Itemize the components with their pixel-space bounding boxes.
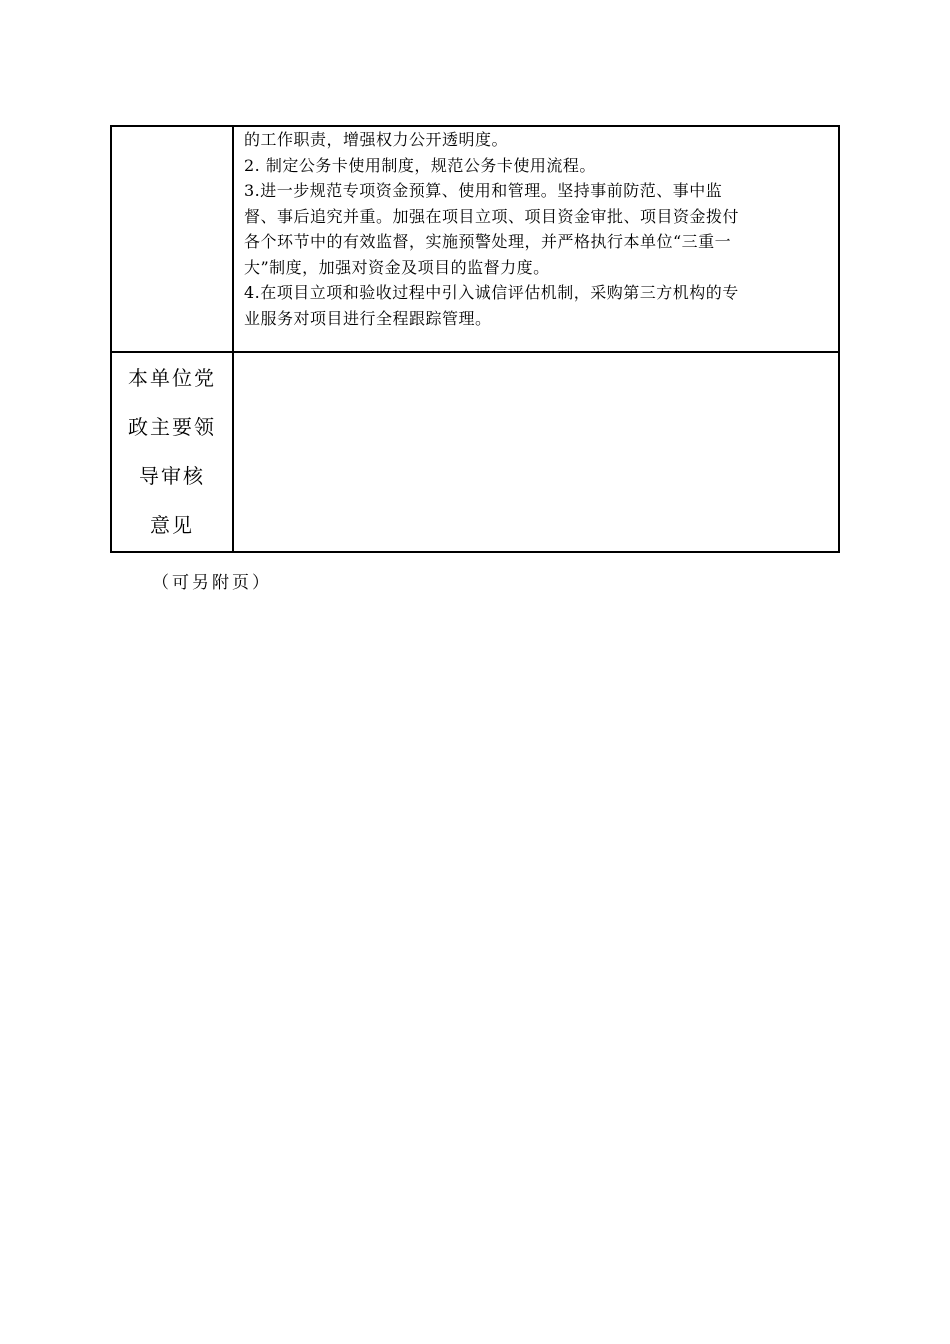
attachment-note: （可另附页） xyxy=(152,573,272,593)
form-table xyxy=(110,125,840,553)
review-label-line: 政主要领 xyxy=(128,415,216,439)
review-opinion-cell[interactable] xyxy=(233,352,839,552)
measures-row xyxy=(111,126,839,352)
measure-line: 督、事后追究并重。加强在项目立项、项目资金审批、项目资金拨付 xyxy=(244,206,740,226)
review-label-cell xyxy=(111,352,233,552)
measures-label-cell xyxy=(111,126,233,352)
measure-line: 的工作职责，增强权力公开透明度。 xyxy=(244,130,509,149)
review-row xyxy=(111,352,839,552)
measure-line: 业服务对项目进行全程跟踪管理。 xyxy=(244,308,492,328)
measure-line: 各个环节中的有效监督，实施预警处理，并严格执行本单位“三重一 xyxy=(244,232,732,251)
measure-line: 3.进一步规范专项资金预算、使用和管理。坚持事前防范、事中监 xyxy=(244,181,723,200)
measure-line: 4.在项目立项和验收过程中引入诚信评估机制，采购第三方机构的专 xyxy=(244,283,739,302)
measure-line: 2. 制定公务卡使用制度，规范公务卡使用流程。 xyxy=(244,155,596,175)
review-label-line: 意见 xyxy=(150,513,194,537)
measures-content-cell xyxy=(233,126,839,352)
review-label-line: 本单位党 xyxy=(128,366,216,390)
review-label-line: 导审核 xyxy=(139,464,205,488)
measure-line: 大”制度，加强对资金及项目的监督力度。 xyxy=(244,257,550,277)
